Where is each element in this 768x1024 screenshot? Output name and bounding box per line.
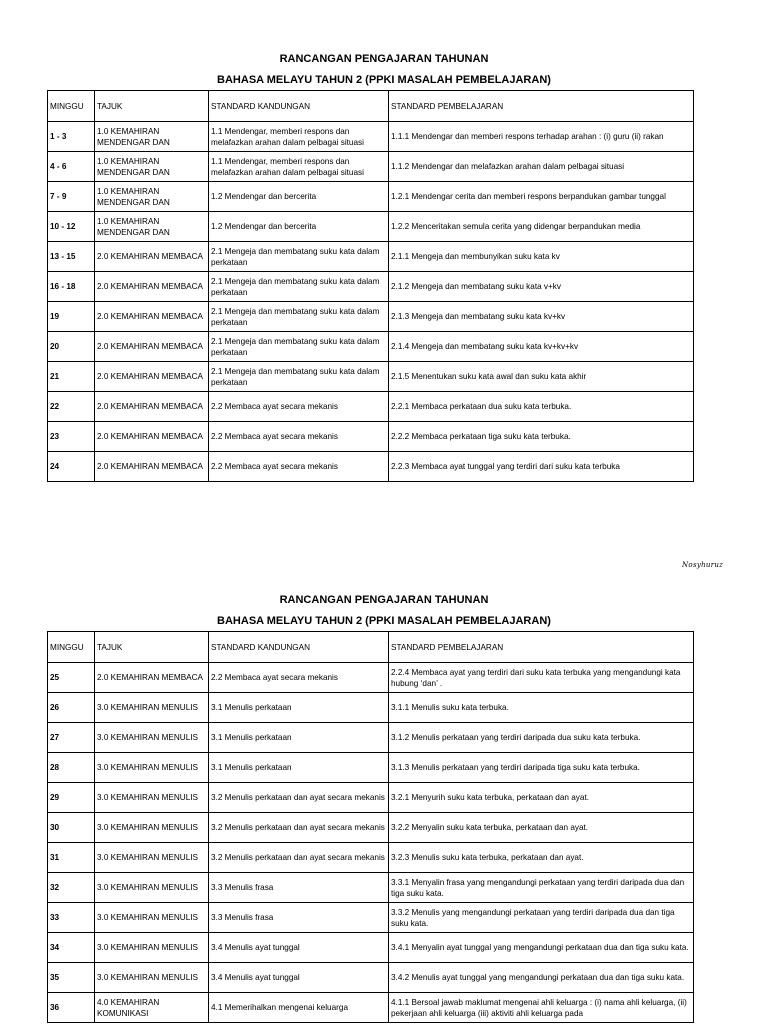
table-row: [48, 362, 694, 392]
table-row: [48, 723, 694, 753]
cell-kandungan: 3.2 Menulis perkataan dan ayat secara mekanis: [209, 783, 389, 813]
cell-kandungan: 1.2 Mendengar dan bercerita: [209, 182, 389, 212]
cell-minggu: 27: [48, 723, 95, 753]
cell-minggu: 28: [48, 753, 95, 783]
cell-pembelajaran: 2.1.4 Mengeja dan membatang suku kata kv+kv+kv: [389, 332, 694, 362]
cell-pembelajaran: 3.4.1 Menyalin ayat tunggal yang mengandungi perkataan dua dan tiga suku kata.: [389, 933, 694, 963]
header-minggu: MINGGU: [48, 91, 95, 122]
cell-minggu: 34: [48, 933, 95, 963]
table-row: [48, 242, 694, 272]
table-row: [48, 302, 694, 332]
table-row: [48, 663, 694, 693]
cell-minggu: 23: [48, 422, 95, 452]
cell-pembelajaran: 2.2.2 Membaca perkataan tiga suku kata terbuka.: [389, 422, 694, 452]
cell-pembelajaran: 2.1.5 Menentukan suku kata awal dan suku kata akhir: [389, 362, 694, 392]
cell-pembelajaran: 2.1.1 Mengeja dan membunyikan suku kata kv: [389, 242, 694, 272]
table-row: [48, 422, 694, 452]
cell-tajuk: 2.0 KEMAHIRAN MEMBACA: [95, 452, 209, 482]
cell-pembelajaran: 3.1.1 Menulis suku kata terbuka.: [389, 693, 694, 723]
cell-tajuk: 1.0 KEMAHIRAN MENDENGAR DAN: [95, 212, 209, 242]
cell-kandungan: 3.2 Menulis perkataan dan ayat secara mekanis: [209, 843, 389, 873]
cell-pembelajaran: 3.2.3 Menulis suku kata terbuka, perkataan dan ayat.: [389, 843, 694, 873]
cell-kandungan: 3.2 Menulis perkataan dan ayat secara mekanis: [209, 813, 389, 843]
cell-minggu: 20: [48, 332, 95, 362]
cell-tajuk: 2.0 KEMAHIRAN MEMBACA: [95, 362, 209, 392]
cell-minggu: 1 - 3: [48, 122, 95, 152]
cell-tajuk: 2.0 KEMAHIRAN MEMBACA: [95, 272, 209, 302]
table-row: [48, 813, 694, 843]
cell-kandungan: 2.2 Membaca ayat secara mekanis: [209, 663, 389, 693]
cell-pembelajaran: 3.2.2 Menyalin suku kata terbuka, perkataan dan ayat.: [389, 813, 694, 843]
cell-tajuk: 1.0 KEMAHIRAN MENDENGAR DAN: [95, 122, 209, 152]
cell-tajuk: 4.0 KEMAHIRAN KOMUNIKASI: [95, 993, 209, 1023]
cell-pembelajaran: 2.1.3 Mengeja dan membatang suku kata kv+kv: [389, 302, 694, 332]
header-kandungan: STANDARD KANDUNGAN: [209, 91, 389, 122]
cell-tajuk: 3.0 KEMAHIRAN MENULIS: [95, 873, 209, 903]
header-pembelajaran: STANDARD PEMBELAJARAN: [389, 91, 694, 122]
page-2: [0, 591, 768, 1018]
cell-pembelajaran: 3.3.2 Menulis yang mengandungi perkataan yang terdiri daripada dua dan tiga suku kata.: [389, 903, 694, 933]
table-row: [48, 993, 694, 1023]
header-tajuk: TAJUK: [95, 632, 209, 663]
table-body: [48, 663, 694, 1023]
table-row: [48, 122, 694, 152]
page-title: RANCANGAN PENGAJARAN TAHUNAN: [279, 53, 489, 65]
page-1: [0, 50, 768, 569]
cell-kandungan: 2.1 Mengeja dan membatang suku kata dalam perkataan: [209, 302, 389, 332]
cell-kandungan: 2.2 Membaca ayat secara mekanis: [209, 422, 389, 452]
cell-kandungan: 2.1 Mengeja dan membatang suku kata dalam perkataan: [209, 242, 389, 272]
cell-kandungan: 2.2 Membaca ayat secara mekanis: [209, 452, 389, 482]
cell-kandungan: 3.1 Menulis perkataan: [209, 753, 389, 783]
cell-minggu: 21: [48, 362, 95, 392]
cell-minggu: 7 - 9: [48, 182, 95, 212]
table-row: [48, 152, 694, 182]
cell-tajuk: 1.0 KEMAHIRAN MENDENGAR DAN: [95, 182, 209, 212]
table-header-row: [48, 632, 694, 663]
cell-tajuk: 2.0 KEMAHIRAN MEMBACA: [95, 242, 209, 272]
cell-minggu: 36: [48, 993, 95, 1023]
cell-pembelajaran: 1.1.2 Mendengar dan melafazkan arahan dalam pelbagai situasi: [389, 152, 694, 182]
cell-pembelajaran: 3.2.1 Menyurih suku kata terbuka, perkataan dan ayat.: [389, 783, 694, 813]
cell-pembelajaran: 2.2.1 Membaca perkataan dua suku kata terbuka.: [389, 392, 694, 422]
cell-tajuk: 2.0 KEMAHIRAN MEMBACA: [95, 422, 209, 452]
footer-signature: Nosyhuruz: [682, 561, 724, 569]
table-row: [48, 753, 694, 783]
table-row: [48, 933, 694, 963]
cell-tajuk: 3.0 KEMAHIRAN MENULIS: [95, 963, 209, 993]
cell-minggu: 4 - 6: [48, 152, 95, 182]
cell-pembelajaran: 2.1.2 Mengeja dan membatang suku kata v+kv: [389, 272, 694, 302]
cell-minggu: 29: [48, 783, 95, 813]
cell-kandungan: 1.1 Mendengar, memberi respons dan melafazkan arahan dalam pelbagai situasi: [209, 152, 389, 182]
cell-tajuk: 2.0 KEMAHIRAN MEMBACA: [95, 663, 209, 693]
header-minggu: MINGGU: [48, 632, 95, 663]
cell-kandungan: 2.2 Membaca ayat secara mekanis: [209, 392, 389, 422]
table-row: [48, 452, 694, 482]
cell-tajuk: 1.0 KEMAHIRAN MENDENGAR DAN: [95, 152, 209, 182]
table-row: [48, 903, 694, 933]
cell-minggu: 22: [48, 392, 95, 422]
table-body: [48, 122, 694, 482]
cell-tajuk: 3.0 KEMAHIRAN MENULIS: [95, 843, 209, 873]
cell-pembelajaran: 2.2.3 Membaca ayat tunggal yang terdiri dari suku kata terbuka: [389, 452, 694, 482]
cell-minggu: 30: [48, 813, 95, 843]
cell-minggu: 13 - 15: [48, 242, 95, 272]
cell-kandungan: 2.1 Mengeja dan membatang suku kata dalam perkataan: [209, 272, 389, 302]
cell-tajuk: 2.0 KEMAHIRAN MEMBACA: [95, 392, 209, 422]
cell-kandungan: 3.1 Menulis perkataan: [209, 693, 389, 723]
cell-kandungan: 2.1 Mengeja dan membatang suku kata dalam perkataan: [209, 362, 389, 392]
cell-kandungan: 2.1 Mengeja dan membatang suku kata dalam perkataan: [209, 332, 389, 362]
cell-kandungan: 3.3 Menulis frasa: [209, 873, 389, 903]
cell-minggu: 19: [48, 302, 95, 332]
cell-kandungan: 3.3 Menulis frasa: [209, 903, 389, 933]
cell-kandungan: 1.1 Mendengar, memberi respons dan melafazkan arahan dalam pelbagai situasi: [209, 122, 389, 152]
cell-minggu: 33: [48, 903, 95, 933]
cell-kandungan: 3.1 Menulis perkataan: [209, 723, 389, 753]
table-row: [48, 272, 694, 302]
plan-table: [47, 631, 694, 1023]
cell-kandungan: 4.1 Memerihalkan mengenai keluarga: [209, 993, 389, 1023]
cell-tajuk: 3.0 KEMAHIRAN MENULIS: [95, 933, 209, 963]
cell-pembelajaran: 2.2.4 Membaca ayat yang terdiri dari suku kata terbuka yang mengandungi kata hubung ‘dan’ .: [389, 663, 694, 693]
page-subtitle: BAHASA MELAYU TAHUN 2 (PPKI MASALAH PEMBELAJARAN): [217, 74, 551, 86]
cell-tajuk: 2.0 KEMAHIRAN MEMBACA: [95, 332, 209, 362]
table-row: [48, 783, 694, 813]
cell-pembelajaran: 3.1.2 Menulis perkataan yang terdiri daripada dua suku kata terbuka.: [389, 723, 694, 753]
page-title: RANCANGAN PENGAJARAN TAHUNAN: [279, 594, 489, 606]
table-row: [48, 332, 694, 362]
cell-minggu: 35: [48, 963, 95, 993]
table-row: [48, 392, 694, 422]
table-row: [48, 873, 694, 903]
table-header-row: [48, 91, 694, 122]
cell-tajuk: 3.0 KEMAHIRAN MENULIS: [95, 693, 209, 723]
cell-minggu: 16 - 18: [48, 272, 95, 302]
cell-kandungan: 1.2 Mendengar dan bercerita: [209, 212, 389, 242]
header-tajuk: TAJUK: [95, 91, 209, 122]
cell-pembelajaran: 1.1.1 Mendengar dan memberi respons terhadap arahan : (i) guru (ii) rakan: [389, 122, 694, 152]
table-row: [48, 843, 694, 873]
cell-kandungan: 3.4 Menulis ayat tunggal: [209, 933, 389, 963]
page-subtitle: BAHASA MELAYU TAHUN 2 (PPKI MASALAH PEMBELAJARAN): [217, 615, 551, 627]
cell-tajuk: 3.0 KEMAHIRAN MENULIS: [95, 723, 209, 753]
cell-pembelajaran: 3.4.2 Menulis ayat tunggal yang mengandungi perkataan dua dan tiga suku kata.: [389, 963, 694, 993]
cell-tajuk: 3.0 KEMAHIRAN MENULIS: [95, 783, 209, 813]
cell-tajuk: 3.0 KEMAHIRAN MENULIS: [95, 753, 209, 783]
cell-pembelajaran: 1.2.2 Menceritakan semula cerita yang didengar berpandukan media: [389, 212, 694, 242]
header-pembelajaran: STANDARD PEMBELAJARAN: [389, 632, 694, 663]
header-kandungan: STANDARD KANDUNGAN: [209, 632, 389, 663]
cell-tajuk: 3.0 KEMAHIRAN MENULIS: [95, 813, 209, 843]
cell-pembelajaran: 3.1.3 Menulis perkataan yang terdiri daripada tiga suku kata terbuka.: [389, 753, 694, 783]
cell-pembelajaran: 3.3.1 Menyalin frasa yang mengandungi perkataan yang terdiri daripada dua dan tiga suku kata.: [389, 873, 694, 903]
table-row: [48, 212, 694, 242]
cell-tajuk: 3.0 KEMAHIRAN MENULIS: [95, 903, 209, 933]
table-row: [48, 963, 694, 993]
table-row: [48, 693, 694, 723]
cell-minggu: 26: [48, 693, 95, 723]
cell-minggu: 25: [48, 663, 95, 693]
cell-minggu: 10 - 12: [48, 212, 95, 242]
cell-tajuk: 2.0 KEMAHIRAN MEMBACA: [95, 302, 209, 332]
cell-minggu: 31: [48, 843, 95, 873]
cell-minggu: 32: [48, 873, 95, 903]
cell-pembelajaran: 4.1.1 Bersoal jawab maklumat mengenai ahli keluarga : (i) nama ahli keluarga, (ii) pekerjaan ahli keluarga (iii) aktiviti ahli keluarga pada: [389, 993, 694, 1023]
cell-pembelajaran: 1.2.1 Mendengar cerita dan memberi respons berpandukan gambar tunggal: [389, 182, 694, 212]
table-row: [48, 182, 694, 212]
cell-minggu: 24: [48, 452, 95, 482]
cell-kandungan: 3.4 Menulis ayat tunggal: [209, 963, 389, 993]
plan-table: [47, 90, 694, 482]
